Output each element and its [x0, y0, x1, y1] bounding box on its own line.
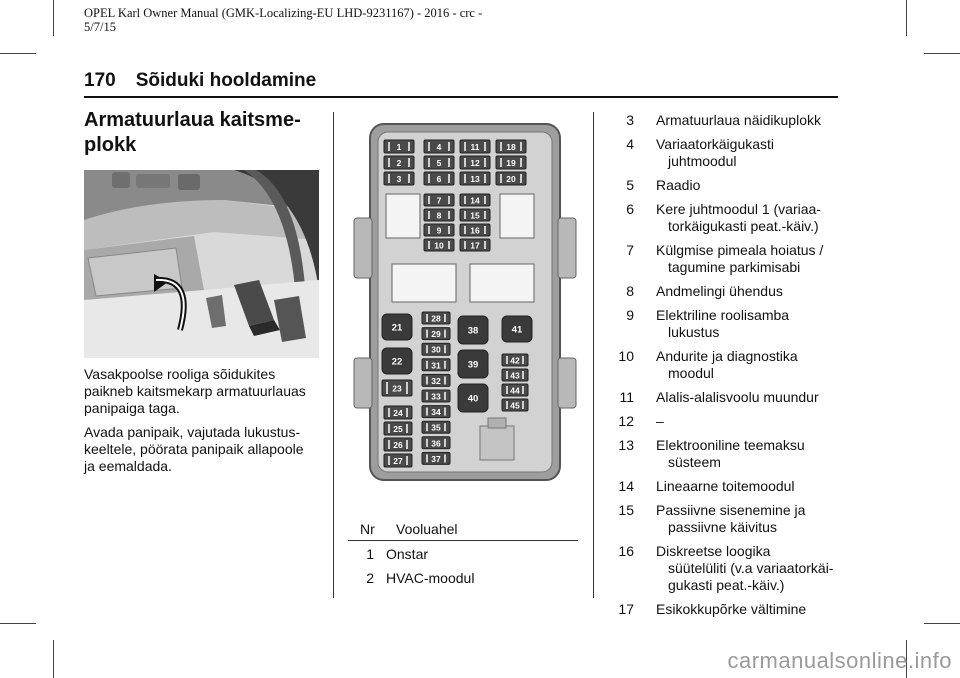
column-divider — [333, 112, 334, 598]
fuse-label: 4 — [436, 142, 442, 152]
fuse-33 — [422, 390, 450, 402]
list-item — [604, 242, 844, 276]
fuse-label: 16 — [470, 225, 480, 236]
fuse-30 — [422, 343, 450, 355]
item-description-line: Külgmise pimeala hoiatus / — [656, 242, 824, 258]
item-description — [656, 348, 844, 382]
table-header — [360, 521, 458, 537]
list-item — [604, 502, 844, 536]
fuse-label: 36 — [431, 438, 441, 449]
table-row — [350, 546, 580, 563]
fuse-11 — [460, 140, 490, 153]
list-item — [604, 112, 844, 129]
dashboard-photo — [84, 170, 319, 358]
list-item — [604, 348, 844, 382]
fuse-21 — [382, 314, 412, 340]
item-description — [656, 478, 844, 495]
item-description-line: Passiivne sisenemine ja — [656, 502, 806, 518]
fuse-label: 35 — [431, 422, 441, 433]
row-description: Onstar — [386, 546, 429, 562]
fuse-14 — [460, 194, 490, 206]
item-number: 15 — [618, 502, 634, 518]
item-number: 10 — [618, 348, 634, 364]
item-number: 7 — [626, 242, 634, 258]
fuse-39 — [458, 350, 488, 378]
fuse-43 — [502, 369, 528, 381]
item-description — [656, 177, 844, 194]
item-description-line: Armatuurlaua näidikuplokk — [656, 112, 821, 128]
item-description-line: Esikokkupõrke vältimine — [656, 601, 807, 617]
fuse-2 — [384, 156, 414, 169]
list-item — [604, 478, 844, 495]
fuse-15 — [460, 209, 490, 221]
item-number: 12 — [618, 413, 634, 429]
fuse-32 — [422, 374, 450, 386]
item-description-line: Andmelingi ühendus — [656, 283, 783, 299]
watermark: carmanualsonline.info — [727, 648, 952, 673]
item-number: 5 — [626, 177, 634, 193]
fuse-37 — [422, 452, 450, 464]
fuse-label: 5 — [436, 158, 442, 168]
list-item — [604, 283, 844, 300]
fuse-17 — [460, 239, 490, 251]
fuse-label: 39 — [467, 359, 479, 371]
list-item — [604, 413, 844, 430]
item-description-line: Elektrooniline teemaksu — [656, 437, 805, 453]
list-item — [604, 543, 844, 594]
fuse-label: 13 — [470, 174, 480, 184]
fuse-label: 11 — [470, 142, 480, 152]
fuse-label: 2 — [396, 158, 402, 168]
row-number: 2 — [366, 570, 374, 586]
row-description: HVAC-moodul — [386, 570, 475, 586]
fuse-label: 1 — [396, 142, 402, 152]
fuse-13 — [460, 172, 490, 185]
item-description-line: Diskreetse loogika — [656, 543, 771, 559]
fuse-label: 45 — [510, 400, 520, 411]
item-description — [656, 136, 844, 170]
fuse-label: 27 — [393, 456, 403, 466]
fuse-10 — [424, 239, 454, 251]
list-item — [604, 201, 844, 235]
item-description-line: gukasti peat.-käiv.) — [668, 577, 785, 593]
fuse-label: 3 — [396, 174, 402, 184]
item-number: 6 — [626, 201, 634, 217]
fuse-3 — [384, 172, 414, 185]
fuse-41 — [502, 316, 532, 342]
fuse-label: 30 — [431, 344, 441, 355]
fuse-36 — [422, 437, 450, 449]
fuse-label: 25 — [393, 424, 403, 434]
fuse-19 — [496, 156, 526, 169]
item-description-line: Lineaarne toitemoodul — [656, 478, 795, 494]
fuse-list — [604, 112, 844, 625]
fuse-27 — [384, 454, 412, 467]
item-number: 9 — [626, 307, 634, 323]
fuse-label: 22 — [391, 356, 403, 368]
item-description-line: süütelüliti (v.a variaatorkäi- — [668, 560, 834, 576]
fuse-5 — [424, 156, 454, 169]
item-number: 8 — [626, 283, 634, 299]
paragraph-instructions: Avada panipaik, vajutada lukustus- keeltele, pöörata panipaik allapoole ja eemaldada. — [84, 424, 304, 474]
item-description-line: juhtmoodul — [668, 153, 737, 169]
fuse-label: 21 — [391, 322, 403, 334]
fuse-label: 15 — [470, 210, 480, 221]
fuse-label: 32 — [431, 375, 441, 386]
fuse-label: 29 — [431, 329, 441, 340]
item-description — [656, 242, 844, 276]
fuse-label: 24 — [393, 408, 403, 418]
table-rule — [348, 540, 578, 541]
page-title: Sõiduki hooldamine — [135, 70, 317, 91]
fuse-29 — [422, 328, 450, 340]
item-description-line: torkäigukasti peat.-käiv.) — [668, 218, 819, 234]
row-number: 1 — [366, 546, 374, 562]
list-item — [604, 177, 844, 194]
header-line-1: OPEL Karl Owner Manual (GMK-Localizing-EU LHD-9231167) - 2016 - crc - — [84, 6, 483, 20]
item-number: 13 — [618, 437, 634, 453]
fuse-label: 9 — [436, 225, 442, 236]
fuse-label: 18 — [506, 142, 516, 152]
fuse-label: 7 — [436, 195, 442, 206]
fuse-label: 23 — [392, 383, 402, 394]
fuse-label: 17 — [470, 240, 480, 251]
column-header-nr: Nr — [360, 521, 375, 537]
item-description — [656, 437, 844, 471]
list-item — [604, 389, 844, 406]
fuse-label: 37 — [431, 453, 441, 464]
fuse-42 — [502, 354, 528, 366]
fuse-44 — [502, 384, 528, 396]
item-number: 3 — [626, 112, 634, 128]
fuse-6 — [424, 172, 454, 185]
fuse-45 — [502, 399, 528, 411]
item-description-line: süsteem — [668, 454, 721, 470]
fuse-label: 10 — [434, 240, 444, 251]
fuse-22 — [382, 348, 412, 374]
fuse-label: 38 — [467, 325, 479, 337]
fuse-4 — [424, 140, 454, 153]
crop-mark — [924, 53, 960, 54]
header-line-2: 5/7/15 — [84, 20, 116, 34]
fuse-31 — [422, 359, 450, 371]
fuse-38 — [458, 316, 488, 344]
fuse-label: 8 — [436, 210, 442, 221]
fuse-18 — [496, 140, 526, 153]
item-description — [656, 502, 844, 536]
fuse-label: 14 — [470, 195, 480, 206]
fuse-23 — [382, 380, 412, 396]
crop-mark — [53, 0, 54, 36]
item-number: 14 — [618, 478, 634, 494]
fuse-label: 31 — [431, 360, 441, 371]
paragraph-location: Vasakpoolse rooliga sõidukites paikneb kaitsmekarp armatuurlauas panipaiga taga. — [84, 366, 306, 416]
fuse-label: 28 — [431, 313, 441, 324]
fuse-1 — [384, 140, 414, 153]
fuse-label: 40 — [467, 393, 479, 405]
document-header — [84, 6, 504, 34]
crop-mark — [0, 623, 36, 624]
heading-rule — [84, 96, 838, 98]
list-item — [604, 307, 844, 341]
column-header-circuit: Vooluahel — [396, 521, 458, 537]
fuse-label: 33 — [431, 391, 441, 402]
page-heading — [84, 70, 316, 92]
item-description — [656, 307, 844, 341]
fuse-label: 12 — [470, 158, 480, 168]
fuse-8 — [424, 209, 454, 221]
fuse-label: 42 — [510, 355, 520, 366]
list-item — [604, 437, 844, 471]
item-description — [656, 601, 844, 618]
fuse-label: 44 — [510, 385, 520, 396]
item-description-line: Andurite ja diagnostika — [656, 348, 798, 364]
item-number: 16 — [618, 543, 634, 559]
item-description — [656, 112, 844, 129]
item-description-line: – — [656, 413, 664, 429]
column-divider — [593, 112, 594, 598]
fuse-label: 20 — [506, 174, 516, 184]
fuse-26 — [384, 438, 412, 451]
crop-mark — [906, 0, 907, 36]
item-description-line: Elektriline roolisamba — [656, 307, 790, 323]
item-description-line: Kere juhtmoodul 1 (variaa- — [656, 201, 821, 217]
fuse-35 — [422, 421, 450, 433]
fuse-24 — [384, 406, 412, 419]
item-description — [656, 283, 844, 300]
fuse-label: 41 — [511, 324, 523, 336]
item-description — [656, 413, 844, 430]
crop-mark — [53, 640, 54, 678]
page-number: 170 — [84, 70, 116, 91]
list-item — [604, 136, 844, 170]
fuse-28 — [422, 312, 450, 324]
fuse-label: 6 — [436, 174, 442, 184]
section-heading: Armatuurlaua kaitsme- plokk — [84, 109, 301, 156]
fuse-34 — [422, 406, 450, 418]
fuse-20 — [496, 172, 526, 185]
item-number: 17 — [618, 601, 634, 617]
fuse-label: 43 — [510, 370, 520, 381]
fuse-7 — [424, 194, 454, 206]
item-description — [656, 389, 844, 406]
table-row — [350, 570, 580, 587]
item-number: 4 — [626, 136, 634, 152]
item-number: 11 — [619, 389, 634, 405]
item-description-line: Variaatorkäigukasti — [656, 136, 775, 152]
fuse-box-diagram — [348, 118, 582, 500]
fuse-label: 19 — [506, 158, 516, 168]
item-description-line: lukustus — [668, 324, 720, 340]
item-description-line: tagumine parkimisabi — [668, 259, 801, 275]
item-description — [656, 543, 844, 594]
crop-mark — [0, 53, 36, 54]
fuse-12 — [460, 156, 490, 169]
fuse-40 — [458, 384, 488, 412]
fuse-16 — [460, 224, 490, 236]
fuse-25 — [384, 422, 412, 435]
fuse-9 — [424, 224, 454, 236]
item-description-line: Alalis-alalisvoolu muundur — [656, 389, 819, 405]
item-description-line: passiivne käivitus — [668, 519, 777, 535]
item-description — [656, 201, 844, 235]
fuse-label: 34 — [431, 407, 441, 418]
fuse-label: 26 — [393, 440, 403, 450]
item-description-line: Raadio — [656, 177, 701, 193]
item-description-line: moodul — [668, 365, 714, 381]
list-item — [604, 601, 844, 618]
crop-mark — [924, 623, 960, 624]
